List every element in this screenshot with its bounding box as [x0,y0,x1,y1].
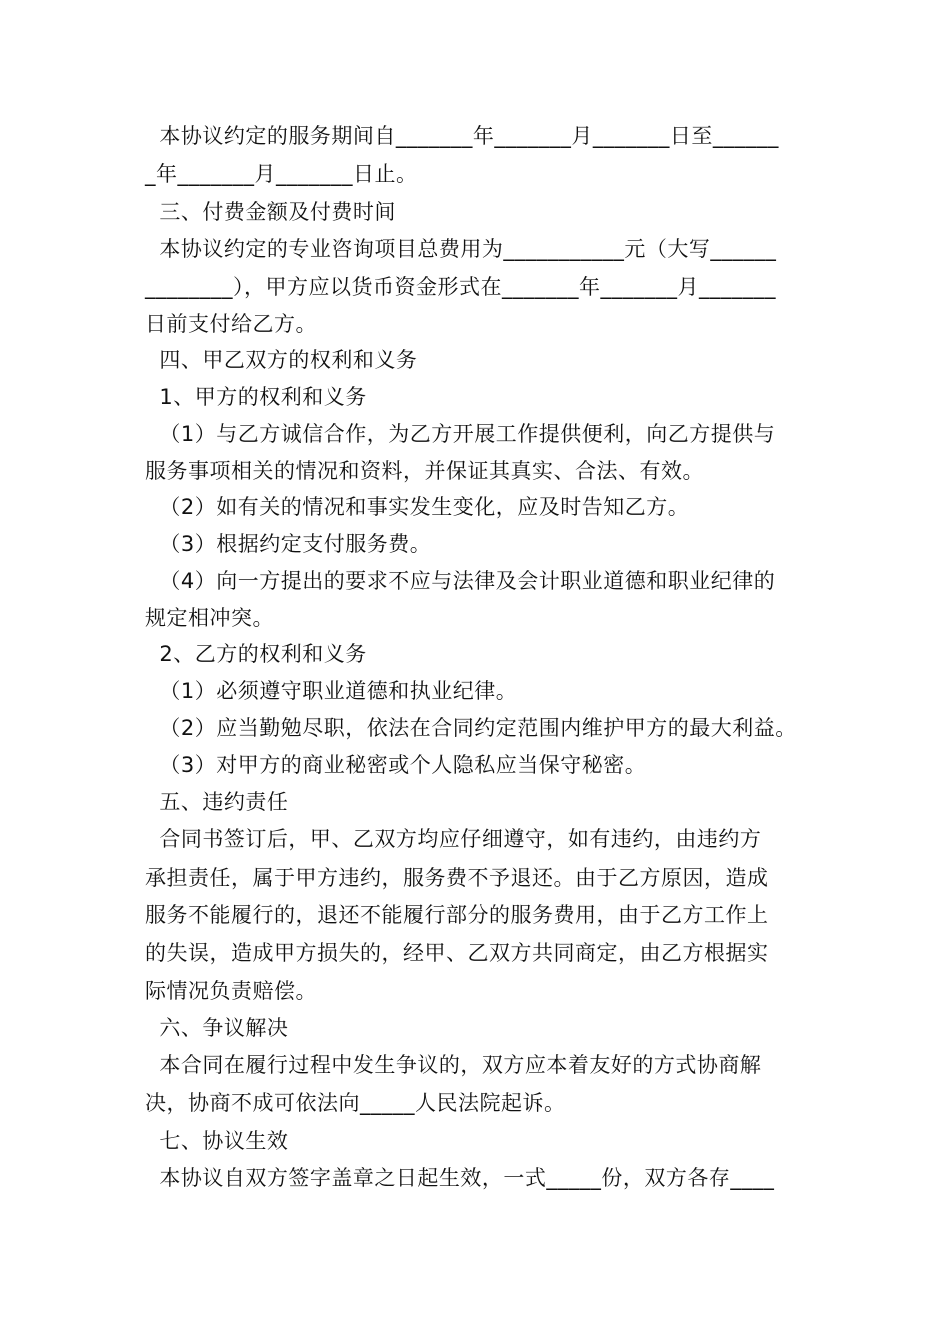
fee-line-2: ________），甲方应以货币资金形式在_______年_______月_______ [145,275,776,299]
party-a-item-4-line-2: 规定相冲突。 [145,606,274,630]
dispute-line-2: 决，协商不成可依法向_____人民法院起诉。 [145,1091,566,1115]
party-a-heading: 1、甲方的权利和义务 [145,385,367,409]
dispute-line-1: 本合同在履行过程中发生争议的，双方应本着友好的方式协商解 [145,1053,762,1077]
party-b-item-1: （1）必须遵守职业道德和执业纪律。 [145,679,518,703]
party-a-item-2: （2）如有关的情况和事实发生变化，应及时告知乙方。 [145,495,690,519]
party-a-item-1-line-2: 服务事项相关的情况和资料，并保证其真实、合法、有效。 [145,459,704,483]
liability-line-1: 合同书签订后，甲、乙双方均应仔细遵守，如有违约，由违约方 [145,827,762,851]
party-a-item-1-line-1: （1）与乙方诚信合作，为乙方开展工作提供便利，向乙方提供与 [145,422,776,446]
liability-line-5: 际情况负责赔偿。 [145,979,317,1003]
section-5-heading: 五、违约责任 [145,790,289,814]
section-3-heading: 三、付费金额及付费时间 [145,200,396,224]
service-period-line-2: _年_______月_______日止。 [145,162,418,186]
party-b-heading: 2、乙方的权利和义务 [145,642,367,666]
service-period-line-1: 本协议约定的服务期间自_______年_______月_______日至______ [145,124,779,148]
section-6-heading: 六、争议解决 [145,1016,289,1040]
party-b-item-2: （2）应当勤勉尽职，依法在合同约定范围内维护甲方的最大利益。 [145,716,797,740]
fee-line-1: 本协议约定的专业咨询项目总费用为___________元（大写______ [145,237,777,261]
section-4-heading: 四、甲乙双方的权利和义务 [145,348,418,372]
party-a-item-3: （3）根据约定支付服务费。 [145,532,432,556]
effect-line-1: 本协议自双方签字盖章之日起生效，一式_____份，双方各存____ [145,1166,775,1190]
liability-line-2: 承担责任，属于甲方违约，服务费不予退还。由于乙方原因，造成 [145,866,769,890]
fee-line-3: 日前支付给乙方。 [145,312,317,336]
party-b-item-3: （3）对甲方的商业秘密或个人隐私应当保守秘密。 [145,753,647,777]
liability-line-3: 服务不能履行的，退还不能履行部分的服务费用，由于乙方工作上 [145,903,769,927]
party-a-item-4-line-1: （4）向一方提出的要求不应与法律及会计职业道德和职业纪律的 [145,569,776,593]
section-7-heading: 七、协议生效 [145,1129,289,1153]
liability-line-4: 的失误，造成甲方损失的，经甲、乙双方共同商定，由乙方根据实 [145,941,769,965]
